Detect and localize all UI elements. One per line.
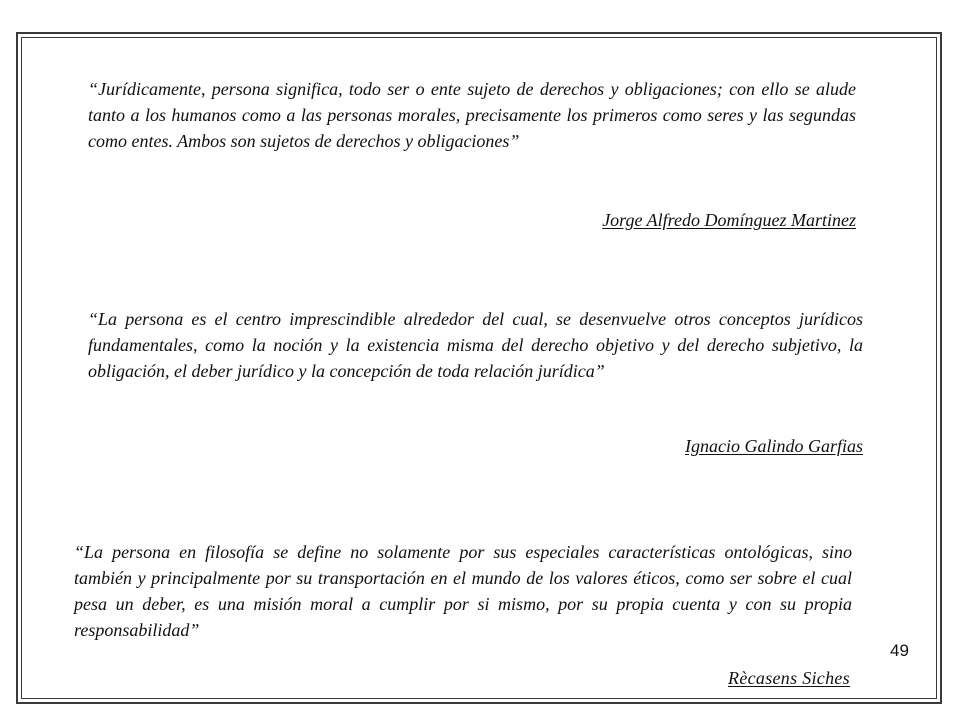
quote-text: “La persona en filosofía se define no solamente por sus especiales características ontológicas, sino también y principalmente por su transportación en el mundo de los valores éticos, como ser sobre el cual pesa un deber, es una misión moral a cumplir por si mismo, por su propia cuenta y con su propia responsabilidad” xyxy=(74,542,852,640)
page-number: 49 xyxy=(890,641,909,660)
quote-author: Ignacio Galindo Garfias xyxy=(685,436,863,456)
quote-text: “La persona es el centro imprescindible alrededor del cual, se desenvuelve otros conceptos jurídicos fundamentales, como la noción y la existencia misma del derecho objetivo y del derecho subjetivo, la obligación, el deber jurídico y la concepción de toda relación jurídica” xyxy=(88,309,863,381)
quote-text: “Jurídicamente, persona significa, todo ser o ente sujeto de derechos y obligaciones; con ello se alude tanto a los humanos como a las personas morales, precisamente los primeros como seres y las segundas como entes. Ambos son sujetos de derechos y obligaciones” xyxy=(88,79,856,151)
quote-author: Rècasens Siches xyxy=(728,668,850,688)
quote-author: Jorge Alfredo Domínguez Martinez xyxy=(602,210,856,230)
